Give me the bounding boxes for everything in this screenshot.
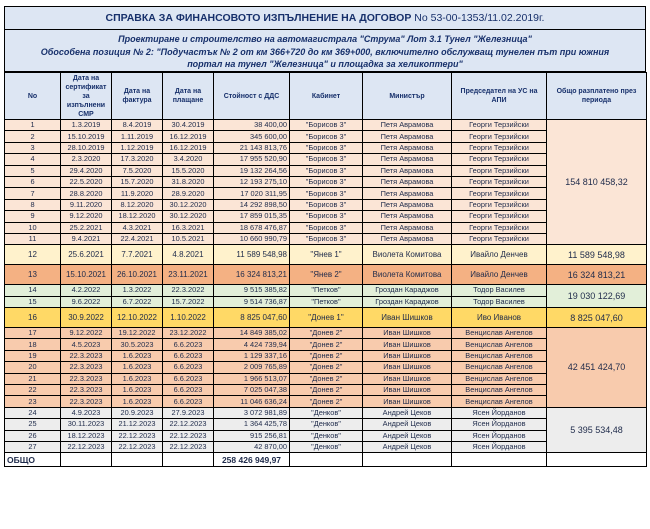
cell-cabinet: "Петков": [290, 296, 363, 307]
cell-minister: Гроздан Караджов: [363, 285, 452, 296]
cell-value: 19 132 264,56: [214, 165, 290, 176]
cell-invoice-date: 6.7.2022: [112, 296, 163, 307]
cell-invoice-date: 20.9.2023: [112, 407, 163, 418]
cell-invoice-date: 1.6.2023: [112, 396, 163, 407]
cell-cabinet: "Донев 2": [290, 385, 363, 396]
cell-row-no: 4: [5, 154, 61, 165]
cell-chairman: Венцислав Ангелов: [452, 339, 547, 350]
cell-chairman: Георги Терзийски: [452, 233, 547, 244]
cell-cert-date: 18.12.2023: [61, 430, 112, 441]
cell-cert-date: 22.3.2023: [61, 362, 112, 373]
cell-cert-date: 22.3.2023: [61, 385, 112, 396]
cell-cabinet: "Донев 2": [290, 362, 363, 373]
cell-chairman: Георги Терзийски: [452, 222, 547, 233]
cell-minister: Петя Аврамова: [363, 142, 452, 153]
cell-cabinet: "Денков": [290, 430, 363, 441]
cell-row-no: 14: [5, 285, 61, 296]
cell-minister: Петя Аврамова: [363, 188, 452, 199]
cell-value: 9 514 736,87: [214, 296, 290, 307]
cell-value: 1 129 337,16: [214, 350, 290, 361]
cell-cabinet: "Донев 1": [290, 308, 363, 328]
cell-chairman: Тодор Василев: [452, 285, 547, 296]
total-empty: [452, 453, 547, 467]
cell-cert-date: 22.12.2023: [61, 441, 112, 452]
cell-row-no: 20: [5, 362, 61, 373]
cell-payment-date: 15.7.2022: [163, 296, 214, 307]
cell-cabinet: "Денков": [290, 419, 363, 430]
cell-row-no: 1: [5, 120, 61, 131]
cell-payment-date: 27.9.2023: [163, 407, 214, 418]
total-empty: [112, 453, 163, 467]
cell-value: 4 424 739,94: [214, 339, 290, 350]
cell-value: 8 825 047,60: [214, 308, 290, 328]
cell-payment-date: 6.6.2023: [163, 339, 214, 350]
cell-value: 9 515 385,82: [214, 285, 290, 296]
cell-payment-date: 3.4.2020: [163, 154, 214, 165]
grand-total-value: 258 426 949,97: [214, 453, 290, 467]
cell-cabinet: "Борисов 3": [290, 142, 363, 153]
cell-invoice-date: 7.5.2020: [112, 165, 163, 176]
cell-payment-date: 6.6.2023: [163, 362, 214, 373]
cell-row-no: 2: [5, 131, 61, 142]
cell-value: 14 292 898,50: [214, 199, 290, 210]
cell-cabinet: "Борисов 3": [290, 165, 363, 176]
cell-cert-date: 4.2.2022: [61, 285, 112, 296]
cell-minister: Петя Аврамова: [363, 176, 452, 187]
cell-chairman: Георги Терзийски: [452, 176, 547, 187]
cell-payment-date: 4.8.2021: [163, 245, 214, 265]
header-value: Стойност с ДДС: [214, 73, 290, 120]
cell-payment-date: 28.9.2020: [163, 188, 214, 199]
cell-value: 42 870,00: [214, 441, 290, 452]
cell-minister: Иван Шишков: [363, 385, 452, 396]
cell-cabinet: "Донев 2": [290, 328, 363, 339]
cell-cabinet: "Донев 2": [290, 396, 363, 407]
cell-cabinet: "Денков": [290, 441, 363, 452]
cell-cert-date: 22.3.2023: [61, 350, 112, 361]
cell-payment-date: 10.5.2021: [163, 233, 214, 244]
total-empty: [290, 453, 363, 467]
cell-cert-date: 28.10.2019: [61, 142, 112, 153]
report-title-text: СПРАВКА ЗА ФИНАНСОВОТО ИЗПЪЛНЕНИЕ НА ДОГОВОР: [105, 12, 412, 24]
cell-row-no: 8: [5, 199, 61, 210]
cell-cert-date: 1.3.2019: [61, 120, 112, 131]
cell-row-no: 11: [5, 233, 61, 244]
cell-cert-date: 4.9.2023: [61, 407, 112, 418]
contract-number: No 53-00-1353/11.02.2019г.: [414, 12, 545, 24]
report-subtitle: [4, 30, 646, 72]
cell-cert-date: 2.3.2020: [61, 154, 112, 165]
group-total: 16 324 813,21: [547, 265, 647, 285]
cell-payment-date: 15.5.2020: [163, 165, 214, 176]
header-minister: Министър: [363, 73, 452, 120]
cell-payment-date: 6.6.2023: [163, 396, 214, 407]
table-row: [5, 265, 647, 285]
cell-invoice-date: 11.9.2020: [112, 188, 163, 199]
cell-invoice-date: 22.4.2021: [112, 233, 163, 244]
cell-chairman: Ясен Йорданов: [452, 407, 547, 418]
cell-minister: Петя Аврамова: [363, 222, 452, 233]
header-cabinet: Кабинет: [290, 73, 363, 120]
cell-chairman: Георги Терзийски: [452, 142, 547, 153]
cell-minister: Иван Шишков: [363, 339, 452, 350]
cell-row-no: 6: [5, 176, 61, 187]
cell-minister: Петя Аврамова: [363, 120, 452, 131]
cell-invoice-date: 22.12.2023: [112, 430, 163, 441]
cell-value: 18 678 476,87: [214, 222, 290, 233]
cell-payment-date: 16.12.2019: [163, 131, 214, 142]
subtitle-line-3: портал на тунел "Железница" и площадка за хеликоптери": [187, 59, 463, 69]
header-chairman: Председател на УС на АПИ: [452, 73, 547, 120]
cell-chairman: Ивайло Денчев: [452, 265, 547, 285]
cell-payment-date: 30.12.2020: [163, 211, 214, 222]
cell-row-no: 3: [5, 142, 61, 153]
cell-minister: Иван Шишков: [363, 308, 452, 328]
cell-payment-date: 1.10.2022: [163, 308, 214, 328]
cell-cabinet: "Донев 2": [290, 350, 363, 361]
cell-value: 915 256,81: [214, 430, 290, 441]
total-empty: [547, 453, 647, 467]
cell-value: 2 009 765,89: [214, 362, 290, 373]
cell-cert-date: 15.10.2019: [61, 131, 112, 142]
cell-value: 17 020 311,95: [214, 188, 290, 199]
cell-chairman: Георги Терзийски: [452, 211, 547, 222]
cell-value: 17 859 015,35: [214, 211, 290, 222]
cell-minister: Петя Аврамова: [363, 211, 452, 222]
cell-payment-date: 23.11.2021: [163, 265, 214, 285]
cell-chairman: Ясен Йорданов: [452, 441, 547, 452]
cell-invoice-date: 1.12.2019: [112, 142, 163, 153]
cell-chairman: Венцислав Ангелов: [452, 396, 547, 407]
cell-chairman: Венцислав Ангелов: [452, 328, 547, 339]
cell-row-no: 22: [5, 385, 61, 396]
cell-invoice-date: 1.6.2023: [112, 373, 163, 384]
cell-row-no: 16: [5, 308, 61, 328]
cell-minister: Иван Шишков: [363, 350, 452, 361]
cell-invoice-date: 12.10.2022: [112, 308, 163, 328]
payments-table: [4, 72, 647, 467]
subtitle-line-2: Обособена позиция № 2: "Подучастък № 2 от км 366+720 до км 369+000, включително обслужващ тунелен път при южния: [40, 46, 610, 57]
cell-invoice-date: 26.10.2021: [112, 265, 163, 285]
cell-payment-date: 31.8.2020: [163, 176, 214, 187]
cell-invoice-date: 1.11.2019: [112, 131, 163, 142]
cell-cabinet: "Борисов 3": [290, 154, 363, 165]
cell-value: 7 025 047,38: [214, 385, 290, 396]
cell-row-no: 17: [5, 328, 61, 339]
cell-payment-date: 22.12.2023: [163, 441, 214, 452]
cell-invoice-date: 21.12.2023: [112, 419, 163, 430]
cell-cert-date: 22.3.2023: [61, 396, 112, 407]
cell-value: 10 660 990,79: [214, 233, 290, 244]
table-row: [5, 245, 647, 265]
header-no: No: [5, 73, 61, 120]
cell-cabinet: "Борисов 3": [290, 222, 363, 233]
cell-cabinet: "Борисов 3": [290, 211, 363, 222]
cell-invoice-date: 1.3.2022: [112, 285, 163, 296]
cell-value: 14 849 385,02: [214, 328, 290, 339]
cell-chairman: Георги Терзийски: [452, 120, 547, 131]
group-total: 5 395 534,48: [547, 407, 647, 453]
cell-payment-date: 16.12.2019: [163, 142, 214, 153]
cell-payment-date: 30.12.2020: [163, 199, 214, 210]
cell-cert-date: 22.5.2020: [61, 176, 112, 187]
cell-cert-date: 30.11.2023: [61, 419, 112, 430]
cell-value: 12 193 275,10: [214, 176, 290, 187]
cell-minister: Иван Шишков: [363, 396, 452, 407]
cell-invoice-date: 22.12.2023: [112, 441, 163, 452]
group-total: 19 030 122,69: [547, 285, 647, 308]
cell-minister: Андрей Цеков: [363, 430, 452, 441]
cell-value: 11 589 548,98: [214, 245, 290, 265]
cell-invoice-date: 8.12.2020: [112, 199, 163, 210]
cell-minister: Иван Шишков: [363, 362, 452, 373]
cell-value: 17 955 520,90: [214, 154, 290, 165]
cell-cert-date: 9.12.2020: [61, 211, 112, 222]
table-header-row: [5, 73, 647, 120]
cell-cert-date: 28.8.2020: [61, 188, 112, 199]
cell-cert-date: 9.6.2022: [61, 296, 112, 307]
cell-invoice-date: 17.3.2020: [112, 154, 163, 165]
table-row: [5, 328, 647, 339]
cell-cert-date: 29.4.2020: [61, 165, 112, 176]
total-label: ОБЩО: [5, 453, 61, 467]
cell-chairman: Георги Терзийски: [452, 199, 547, 210]
cell-minister: Петя Аврамова: [363, 165, 452, 176]
cell-cabinet: "Петков": [290, 285, 363, 296]
cell-minister: Виолета Комитова: [363, 245, 452, 265]
cell-cabinet: "Борисов 3": [290, 188, 363, 199]
group-total: 42 451 424,70: [547, 328, 647, 408]
cell-cabinet: "Янев 2": [290, 265, 363, 285]
header-payment-date: Дата на плащане: [163, 73, 214, 120]
cell-chairman: Георги Терзийски: [452, 131, 547, 142]
cell-row-no: 23: [5, 396, 61, 407]
cell-cert-date: 9.11.2020: [61, 199, 112, 210]
cell-row-no: 9: [5, 211, 61, 222]
cell-value: 1 966 513,07: [214, 373, 290, 384]
cell-cabinet: "Янев 1": [290, 245, 363, 265]
total-empty: [61, 453, 112, 467]
cell-invoice-date: 1.6.2023: [112, 350, 163, 361]
cell-cabinet: "Денков": [290, 407, 363, 418]
cell-value: 16 324 813,21: [214, 265, 290, 285]
cell-invoice-date: 7.7.2021: [112, 245, 163, 265]
cell-row-no: 18: [5, 339, 61, 350]
cell-invoice-date: 19.12.2022: [112, 328, 163, 339]
cell-chairman: Ивайло Денчев: [452, 245, 547, 265]
cell-cabinet: "Донев 2": [290, 339, 363, 350]
cell-value: 345 600,00: [214, 131, 290, 142]
cell-minister: Иван Шишков: [363, 373, 452, 384]
cell-cert-date: 30.9.2022: [61, 308, 112, 328]
cell-invoice-date: 18.12.2020: [112, 211, 163, 222]
cell-minister: Андрей Цеков: [363, 407, 452, 418]
cell-cabinet: "Борисов 3": [290, 120, 363, 131]
cell-payment-date: 22.12.2023: [163, 419, 214, 430]
cell-payment-date: 16.3.2021: [163, 222, 214, 233]
cell-minister: Гроздан Караджов: [363, 296, 452, 307]
cell-chairman: Иво Иванов: [452, 308, 547, 328]
cell-cabinet: "Борисов 3": [290, 233, 363, 244]
cell-minister: Иван Шишков: [363, 328, 452, 339]
cell-chairman: Георги Терзийски: [452, 165, 547, 176]
cell-row-no: 24: [5, 407, 61, 418]
cell-row-no: 26: [5, 430, 61, 441]
cell-chairman: Венцислав Ангелов: [452, 350, 547, 361]
cell-value: 38 400,00: [214, 120, 290, 131]
cell-minister: Петя Аврамова: [363, 233, 452, 244]
cell-invoice-date: 1.6.2023: [112, 385, 163, 396]
subtitle-line-1: Проектиране и строителство на автомагистрала "Струма" Лот 3.1 Тунел "Железница": [118, 34, 532, 44]
cell-chairman: Венцислав Ангелов: [452, 373, 547, 384]
cell-cabinet: "Борисов 3": [290, 176, 363, 187]
cell-cabinet: "Борисов 3": [290, 131, 363, 142]
cell-minister: Петя Аврамова: [363, 154, 452, 165]
cell-cert-date: 22.3.2023: [61, 373, 112, 384]
cell-row-no: 10: [5, 222, 61, 233]
table-row: [5, 120, 647, 131]
report-container: [4, 6, 646, 467]
cell-chairman: Георги Терзийски: [452, 188, 547, 199]
cell-cabinet: "Донев 2": [290, 373, 363, 384]
cell-row-no: 13: [5, 265, 61, 285]
group-total: 154 810 458,32: [547, 120, 647, 245]
cell-chairman: Ясен Йорданов: [452, 419, 547, 430]
cell-chairman: Тодор Василев: [452, 296, 547, 307]
cell-value: 21 143 813,76: [214, 142, 290, 153]
cell-chairman: Георги Терзийски: [452, 154, 547, 165]
cell-row-no: 12: [5, 245, 61, 265]
cell-row-no: 27: [5, 441, 61, 452]
cell-cert-date: 4.5.2023: [61, 339, 112, 350]
cell-cert-date: 9.12.2022: [61, 328, 112, 339]
cell-minister: Андрей Цеков: [363, 419, 452, 430]
cell-payment-date: 22.12.2023: [163, 430, 214, 441]
cell-cert-date: 25.2.2021: [61, 222, 112, 233]
table-row: [5, 407, 647, 418]
cell-payment-date: 23.12.2022: [163, 328, 214, 339]
total-empty: [363, 453, 452, 467]
header-cert-date: Дата на сертификат за изпълнени СМР: [61, 73, 112, 120]
cell-value: 3 072 981,89: [214, 407, 290, 418]
total-row: [5, 453, 647, 467]
total-empty: [163, 453, 214, 467]
cell-payment-date: 6.6.2023: [163, 373, 214, 384]
cell-row-no: 21: [5, 373, 61, 384]
cell-chairman: Венцислав Ангелов: [452, 362, 547, 373]
cell-invoice-date: 15.7.2020: [112, 176, 163, 187]
cell-invoice-date: 30.5.2023: [112, 339, 163, 350]
cell-invoice-date: 8.4.2019: [112, 120, 163, 131]
cell-value: 1 364 425,78: [214, 419, 290, 430]
header-invoice-date: Дата на фактура: [112, 73, 163, 120]
cell-payment-date: 30.4.2019: [163, 120, 214, 131]
cell-cabinet: "Борисов 3": [290, 199, 363, 210]
cell-row-no: 7: [5, 188, 61, 199]
cell-cert-date: 25.6.2021: [61, 245, 112, 265]
cell-minister: Петя Аврамова: [363, 131, 452, 142]
cell-payment-date: 6.6.2023: [163, 350, 214, 361]
cell-cert-date: 15.10.2021: [61, 265, 112, 285]
cell-row-no: 15: [5, 296, 61, 307]
cell-minister: Андрей Цеков: [363, 441, 452, 452]
cell-minister: Виолета Комитова: [363, 265, 452, 285]
group-total: 11 589 548,98: [547, 245, 647, 265]
report-title: [4, 6, 646, 30]
cell-invoice-date: 4.3.2021: [112, 222, 163, 233]
cell-invoice-date: 1.6.2023: [112, 362, 163, 373]
cell-payment-date: 6.6.2023: [163, 385, 214, 396]
table-row: [5, 308, 647, 328]
cell-payment-date: 22.3.2022: [163, 285, 214, 296]
cell-row-no: 19: [5, 350, 61, 361]
header-total: Общо разплатено през периода: [547, 73, 647, 120]
cell-chairman: Венцислав Ангелов: [452, 385, 547, 396]
cell-row-no: 5: [5, 165, 61, 176]
cell-chairman: Ясен Йорданов: [452, 430, 547, 441]
table-body: [5, 120, 647, 453]
cell-minister: Петя Аврамова: [363, 199, 452, 210]
group-total: 8 825 047,60: [547, 308, 647, 328]
table-row: [5, 285, 647, 296]
cell-cert-date: 9.4.2021: [61, 233, 112, 244]
cell-row-no: 25: [5, 419, 61, 430]
cell-value: 11 046 636,24: [214, 396, 290, 407]
